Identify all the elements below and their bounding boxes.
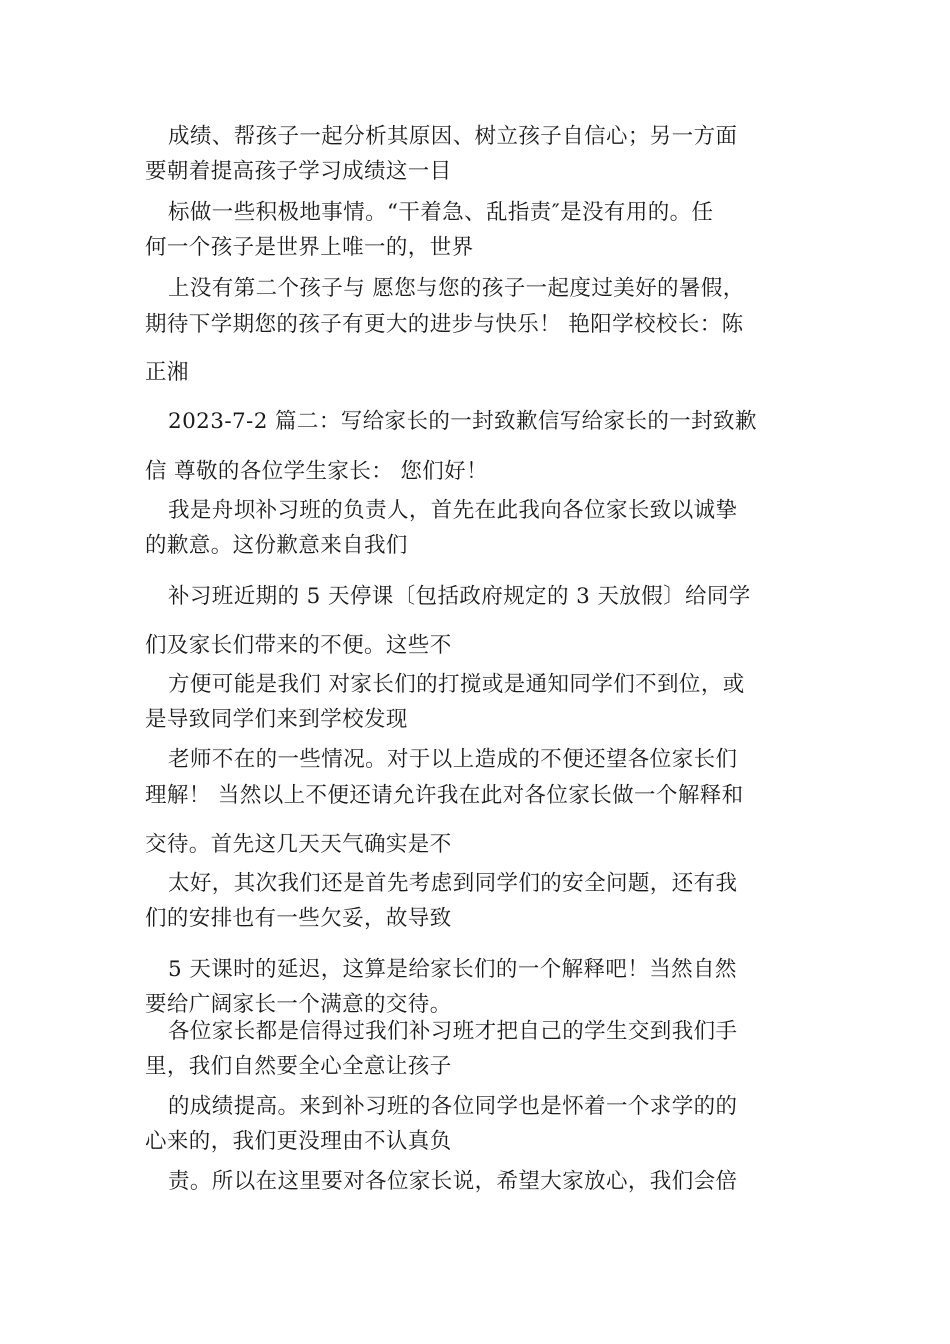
text-line: 要给广阔家长一个满意的交待。 (145, 992, 452, 1017)
text-line: 老师不在的一些情况。对于以上造成的不便还望各位家长们 (168, 747, 738, 772)
text-line: 心来的，我们更没理由不认真负 (145, 1129, 452, 1154)
text-line: 太好，其次我们还是首先考虑到同学们的安全问题，还有我 (168, 871, 738, 896)
text-line: 信 尊敬的各位学生家长： 您们好！ (145, 459, 488, 484)
text-line: 是导致同学们来到学校发现 (145, 707, 408, 732)
text-line: 期待下学期您的孩子有更大的进步与快乐！ 艳阳学校校长：陈 (145, 312, 744, 337)
text-line: 交待。首先这几天天气确实是不 (145, 832, 452, 857)
text-line: 们的安排也有一些欠妥，故导致 (145, 906, 452, 931)
text-line: 各位家长都是信得过我们补习班才把自己的学生交到我们手 (168, 1019, 738, 1044)
text-line: 2023-7-2 篇二：写给家长的一封致歉信写给家长的一封致歉 (168, 409, 757, 434)
text-line: 方便可能是我们 对家长们的打搅或是通知同学们不到位，或 (168, 672, 745, 697)
text-line: 补习班近期的 5 天停课〔包括政府规定的 3 天放假〕给同学 (168, 584, 751, 609)
text-line: 要朝着提高孩子学习成绩这一目 (145, 159, 452, 184)
text-line: 成绩、帮孩子一起分析其原因、树立孩子自信心；另一方面 (168, 124, 738, 149)
text-line: 上没有第二个孩子与 愿您与您的孩子一起度过美好的暑假， (168, 276, 745, 301)
text-line: 我是舟坝补习班的负责人，首先在此我向各位家长致以诚挚 (168, 498, 738, 523)
text-line: 们及家长们带来的不便。这些不 (145, 633, 452, 658)
text-line: 标做一些积极地事情。“干着急、乱指责″是没有用的。任 (168, 200, 714, 225)
text-line: 的成绩提高。来到补习班的各位同学也是怀着一个求学的的 (168, 1094, 738, 1119)
text-line: 何一个孩子是世界上唯一的，世界 (145, 235, 474, 260)
text-line: 正湘 (145, 360, 189, 385)
text-line: 5 天课时的延迟，这算是给家长们的一个解释吧！当然自然 (168, 957, 737, 982)
text-line: 里，我们自然要全心全意让孩子 (145, 1054, 452, 1079)
text-line: 理解！ 当然以上不便还请允许我在此对各位家长做一个解释和 (145, 783, 744, 808)
text-line: 的歉意。这份歉意来自我们 (145, 533, 408, 558)
text-line: 责。所以在这里要对各位家长说，希望大家放心，我们会倍 (168, 1169, 738, 1194)
